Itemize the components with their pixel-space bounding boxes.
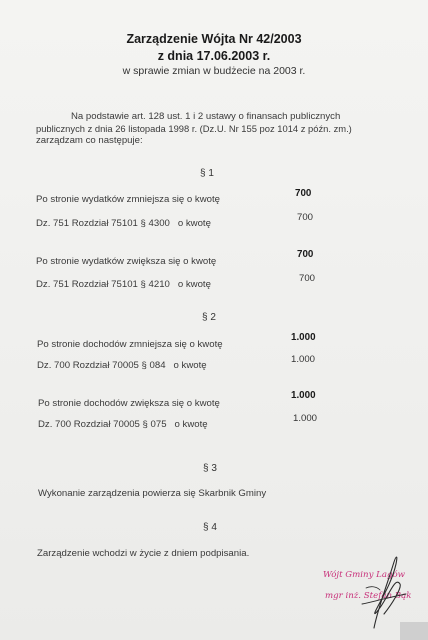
preamble-line-1: Na podstawie art. 128 ust. 1 i 2 ustawy o finansach publicznych bbox=[71, 111, 341, 122]
section-2-row-4-label: Dz. 700 Rozdział 70005 § 075 o kwotę bbox=[38, 419, 208, 430]
section-1-row-4-amount: 700 bbox=[299, 273, 316, 284]
document-date: z dnia 17.06.2003 r. bbox=[157, 49, 271, 63]
section-2-row-1-label: Po stronie dochodów zmniejsza się o kwotę bbox=[37, 339, 223, 350]
section-1-heading: § 1 bbox=[200, 168, 214, 179]
document-subject: w sprawie zmian w budżecie na 2003 r. bbox=[122, 65, 306, 77]
section-2-heading: § 2 bbox=[202, 312, 216, 323]
preamble-line-2: publicznych z dnia 26 listopada 1998 r. (Dz.U. Nr 155 poz 1014 z późn. zm.) bbox=[36, 123, 352, 134]
section-3-heading: § 3 bbox=[203, 463, 217, 474]
section-1-row-4-label: Dz. 751 Rozdział 75101 § 4210 o kwotę bbox=[36, 279, 211, 290]
section-2-row-4-amount: 1.000 bbox=[293, 413, 318, 424]
section-1-row-1-amount: 700 bbox=[295, 188, 312, 199]
section-4-text: Zarządzenie wchodzi w życie z dniem podpisania. bbox=[37, 548, 250, 559]
page-corner-shadow bbox=[400, 622, 428, 640]
section-1-row-3-amount: 700 bbox=[297, 249, 314, 260]
section-4-heading: § 4 bbox=[203, 522, 217, 533]
section-1-row-2-label: Dz. 751 Rozdział 75101 § 4300 o kwotę bbox=[36, 218, 211, 229]
section-1-row-1-label: Po stronie wydatków zmniejsza się o kwotę bbox=[36, 194, 220, 205]
section-2-row-2-label: Dz. 700 Rozdział 70005 § 084 o kwotę bbox=[37, 360, 207, 371]
section-2-row-3-label: Po stronie dochodów zwiększa się o kwotę bbox=[38, 398, 220, 409]
preamble-line-3: zarządzam co następuje: bbox=[36, 135, 143, 146]
section-2-row-3-amount: 1.000 bbox=[291, 390, 316, 401]
section-3-text: Wykonanie zarządzenia powierza się Skarbnik Gminy bbox=[38, 488, 267, 499]
official-stamp-title: mgr inż. Stefan Bąk bbox=[325, 591, 412, 601]
official-stamp-name: Wójt Gminy Lagów bbox=[323, 570, 406, 580]
section-1-row-2-amount: 700 bbox=[297, 212, 314, 223]
document-title: Zarządzenie Wójta Nr 42/2003 bbox=[126, 32, 302, 46]
section-2-row-2-amount: 1.000 bbox=[291, 354, 316, 365]
section-2-row-1-amount: 1.000 bbox=[291, 332, 316, 343]
section-1-row-3-label: Po stronie wydatków zwiększa się o kwotę bbox=[36, 256, 217, 267]
